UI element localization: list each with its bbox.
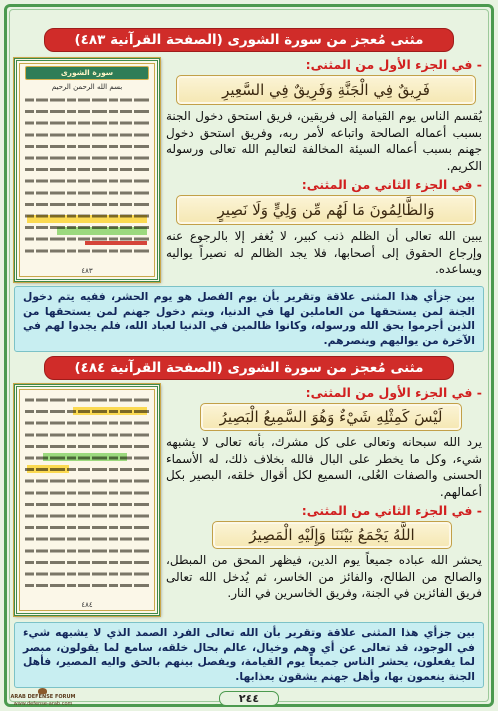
section-header-484: مثنى مُعجز من سورة الشورى (الصفحة القرآنية ٤٨٤) <box>44 356 454 380</box>
part-one-label: - في الجزء الأول من المثنى: <box>305 57 482 72</box>
verse-highlight <box>73 407 147 415</box>
quran-verse: اللَّهُ يَجْمَعُ بَيْنَنَا وَإِلَيْهِ الْمَصِيرُ <box>212 521 452 549</box>
watermark-logo <box>7 688 79 708</box>
quran-verse: وَالظَّالِمُونَ مَا لَهُم مِّن وَلِيٍّ وَلَا نَصِيرٍ <box>176 195 476 225</box>
page-number: ٢٤٤ <box>219 691 279 706</box>
mushaf-page-image <box>14 384 160 616</box>
mushaf-page-number: ٤٨٤ <box>81 601 93 609</box>
watermark-url: www.defense-arab.com <box>13 701 73 707</box>
quran-verse: لَيْسَ كَمِثْلِهِ شَيْءٌ وَهُوَ السَّمِيعُ الْبَصِيرُ <box>200 403 462 431</box>
part-two-explanation: يحشر الله عباده جميعاً يوم الدين، فيظهر المحق من المبطل، والصالح من الطالح، والفائز من الخاسر، ثم يُدخل الله تعالى فريق الفائزين في الجنة، وفريق الخاسرين في النار. <box>166 553 482 600</box>
verse-highlight <box>43 453 127 461</box>
surah-title-banner: سورة الشورى <box>25 66 149 80</box>
section-header-483: مثنى مُعجز من سورة الشورى (الصفحة القرآنية ٤٨٣) <box>44 28 454 52</box>
verse-highlight <box>57 227 147 235</box>
mushaf-page-image <box>14 58 160 282</box>
part-one-explanation: يرد الله سبحانه وتعالى على كل مشرك، بأنه تعالى لا يشبهه شيء، وكل ما يخطر على البال فالله بخلاف ذلك، له الأسماء الحسنى والصفات العُلى، السميع لكل أقوال خلقه، البصير بكل أعمالهم. <box>166 435 482 499</box>
relation-summary-box: بين جزأي هذا المثنى علاقة وتقرير بأن يوم الفصل هو يوم الحشر، ففيه يتم دخول الجنة لمن يستحقها من العاملين لها في الدنيا، ويتم دخول جهنم لمن يستحقها من الذين أجرموا بحق الله ورسوله، وكانوا ظالمين في الدنيا لعباد الله، فلم يجدوا لهم في الآخرة من يواليهم وينصرهم. <box>14 286 484 352</box>
verse-highlight <box>85 241 147 245</box>
part-one-label: - في الجزء الأول من المثنى: <box>305 385 482 400</box>
mushaf-text-lines <box>25 95 149 261</box>
part-two-explanation: يبين الله تعالى أن الظلم ذنب كبير، لا يُغفر إلا بالرجوع عنه وإرجاع الحقوق إلى أصحابها، فلا يجد الظالم له نصيراً يواليه ويساعده. <box>166 229 482 276</box>
part-two-label: - في الجزء الثاني من المثنى: <box>301 503 482 518</box>
watermark-title: ARAB DEFENSE FORUM <box>10 694 76 700</box>
basmala: بسم الله الرحمن الرحيم <box>51 83 123 91</box>
verse-highlight <box>27 215 147 223</box>
verse-highlight <box>27 465 69 473</box>
part-two-label: - في الجزء الثاني من المثنى: <box>301 177 482 192</box>
relation-summary-box: بين جزأي هذا المثنى علاقة وتقرير بأن الله تعالى الفرد الصمد الذي لا يشبهه شيء في الوجود، قد تعالى عن أي وهم وخيال، عالم بحال خلقه، سامع لما يقولون، مبصر لما يفعلون، يحشر الناس جميعاً يوم القيامة، ويفصل بينهم بالحق واليه المصير، فأهل الجنة ينعمون بها، وأهل جهنم يشقون بعذابها. <box>14 622 484 688</box>
quran-verse: فَرِيقٌ فِي الْجَنَّةِ وَفَرِيقٌ فِي السَّعِيرِ <box>176 75 476 105</box>
part-one-explanation: يُقسم الناس يوم القيامة إلى فريقين، فريق استحق دخول الجنة بسبب أعماله الصالحة واتباعه لأمر ربه، وفريق استحق دخول جهنم بسبب أعماله السيئة المخالفة لتعاليم الله تعالى ورسوله الكريم. <box>166 109 482 173</box>
mushaf-page-number: ٤٨٣ <box>81 267 93 275</box>
mushaf-text-lines <box>25 395 149 595</box>
